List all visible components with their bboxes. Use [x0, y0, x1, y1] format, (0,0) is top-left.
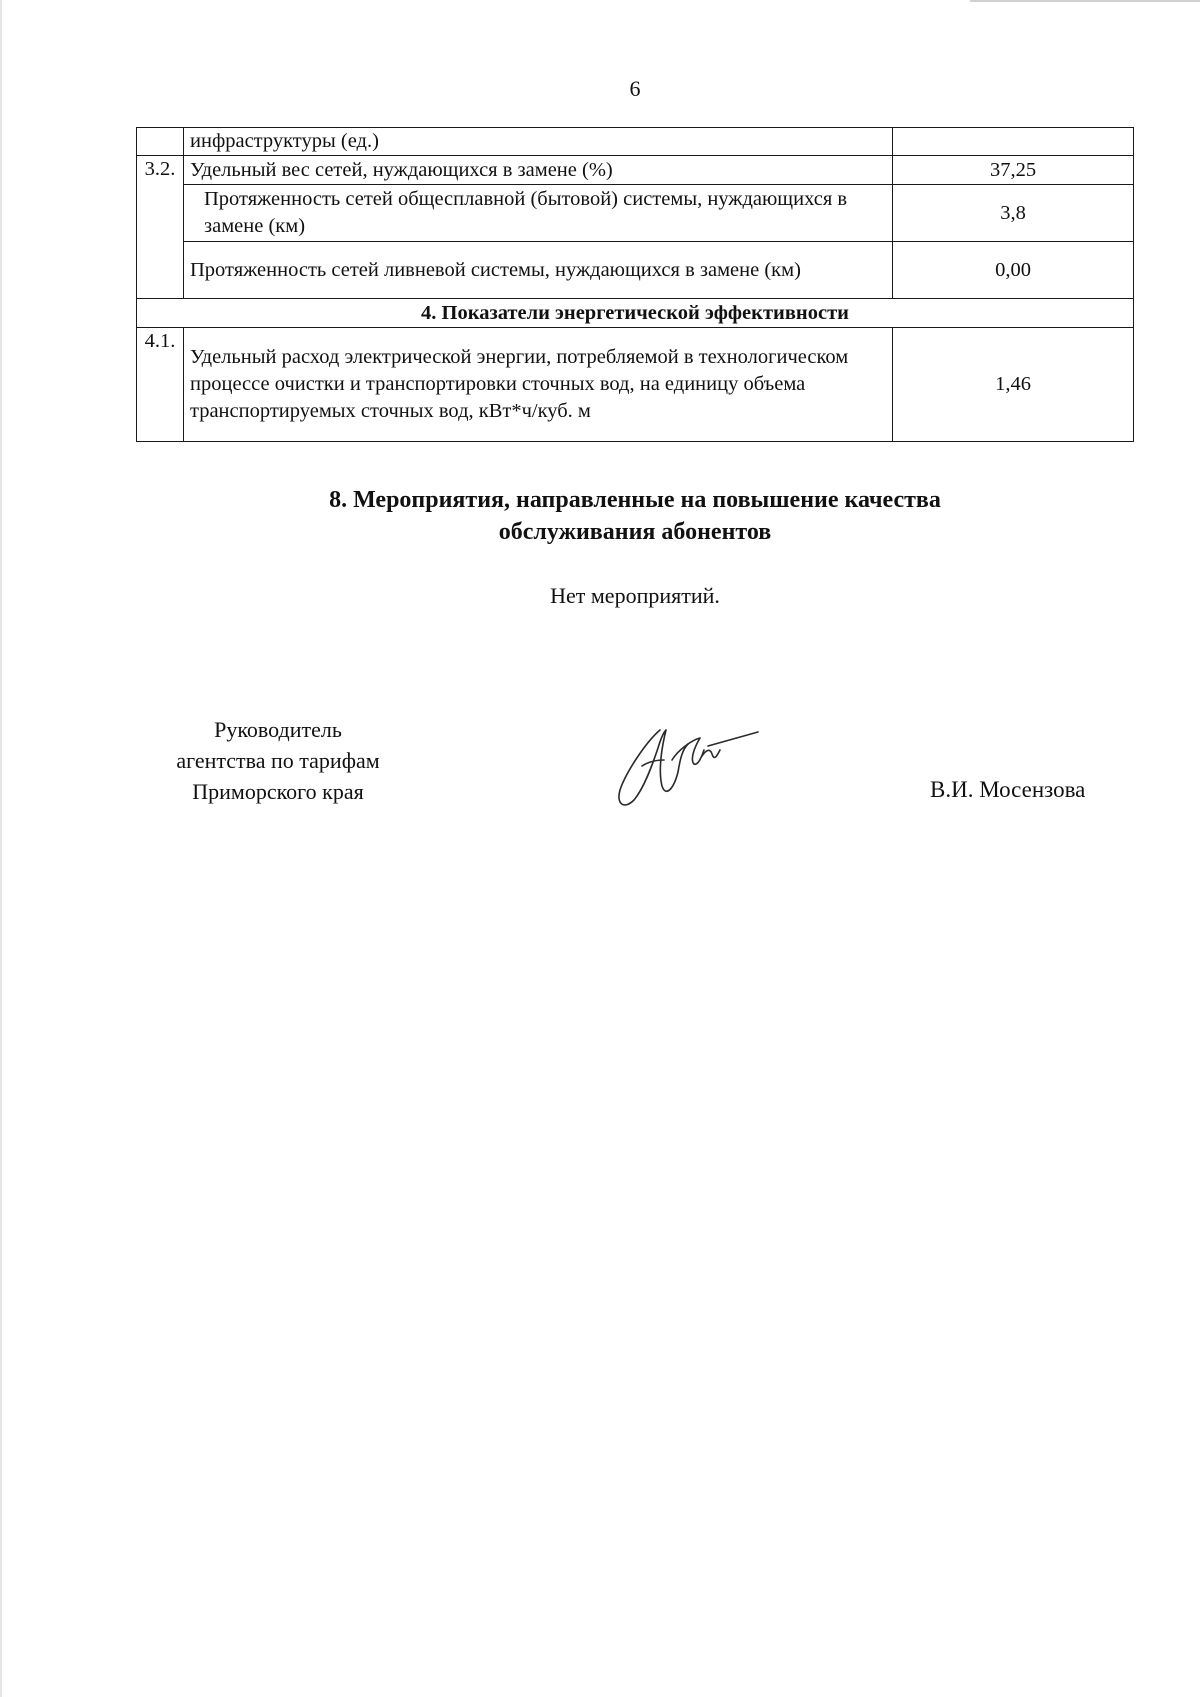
indicator-value-cell: 3,8 — [893, 185, 1134, 242]
signatory-position-line: Руководитель — [214, 717, 342, 742]
row-number-cell: 4.1. — [137, 328, 184, 442]
section-header-cell: 4. Показатели энергетической эффективности — [137, 299, 1134, 328]
table-row — [137, 328, 1134, 442]
signatory-position-line: агентства по тарифам — [176, 748, 380, 773]
signatory-position — [138, 714, 418, 807]
section-heading — [0, 484, 1200, 548]
table-row — [137, 185, 1134, 242]
page-number: 6 — [629, 76, 641, 101]
table-row — [137, 299, 1134, 328]
indicator-value-cell: 1,46 — [893, 328, 1134, 442]
indicator-name-cell: Протяженность сетей ливневой системы, нуждающихся в замене (км) — [184, 242, 893, 299]
handwritten-signature — [612, 720, 762, 815]
indicators-table — [136, 127, 1134, 442]
scan-edge — [970, 0, 1200, 2]
indicator-name-cell: инфраструктуры (ед.) — [184, 128, 893, 156]
section-heading-line: обслуживания абонентов — [498, 519, 772, 545]
indicator-value-cell — [893, 128, 1134, 156]
indicator-name-cell — [184, 185, 893, 242]
signatory-name: В.И. Мосензова — [930, 777, 1086, 802]
signatory-position-line: Приморского края — [192, 779, 364, 804]
indicator-name-cell: Удельный расход электрической энергии, потребляемой в технологическом процессе очистки и транспортировки сточных вод, на единицу объема транспортируемых сточных вод, кВт*ч/куб. м — [184, 328, 893, 442]
indicator-value-cell: 0,00 — [893, 242, 1134, 299]
indicator-name-text: Протяженность сетей общесплавной (бытовой) системы, нуждающихся в замене (км) — [204, 188, 848, 237]
row-number-cell — [137, 128, 184, 156]
table-row — [137, 242, 1134, 299]
table-row — [137, 128, 1134, 156]
scan-edge — [0, 0, 2, 1697]
indicator-value-cell: 37,25 — [893, 156, 1134, 185]
row-number-cell: 3.2. — [137, 156, 184, 299]
section-heading-line: 8. Мероприятия, направленные на повышение качества — [329, 487, 941, 513]
section-body-text: Нет мероприятий. — [550, 583, 720, 608]
indicator-name-cell: Удельный вес сетей, нуждающихся в замене (%) — [184, 156, 893, 185]
table-row — [137, 156, 1134, 185]
